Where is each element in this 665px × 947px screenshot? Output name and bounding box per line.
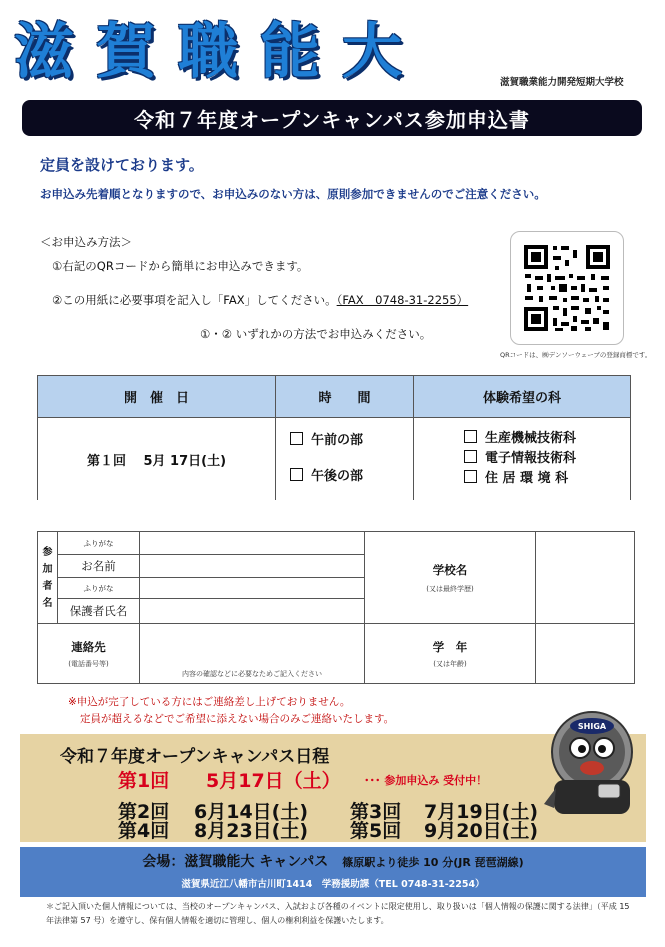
- venue-name: 会場：滋賀職能大 キャンパス: [142, 854, 329, 870]
- grade-sublabel: (又は年齢): [433, 659, 467, 668]
- guardian-label: 保護者氏名: [58, 599, 140, 624]
- schedule-item-label: 第4回: [118, 820, 170, 842]
- morning-checkbox[interactable]: [290, 432, 303, 445]
- course-checkbox[interactable]: [464, 470, 477, 483]
- course-option[interactable]: [464, 469, 629, 489]
- schedule-item-label: 第5回: [350, 820, 402, 842]
- furigana-field[interactable]: [140, 532, 365, 555]
- schedule-first-label: 第1回: [118, 770, 170, 792]
- contact-note: 内容の確認などに必要なためご記入ください: [182, 670, 322, 678]
- schedule-first-date: 5月17日（土）: [206, 770, 341, 792]
- method-fax: [52, 292, 468, 308]
- participant-label-char: 加: [42, 563, 53, 575]
- schedule-item-label: 第3回: [350, 801, 402, 823]
- participant-label-char: 者: [42, 580, 53, 592]
- morning-label: 午前の部: [311, 433, 364, 448]
- logo: 滋賀職能大: [14, 17, 424, 87]
- event-table-row: [38, 418, 631, 501]
- course-label: 住 居 環 境 科: [485, 471, 569, 486]
- schedule-title: 令和７年度オープンキャンパス日程: [60, 747, 330, 767]
- contact-sublabel: (電話番号等): [68, 659, 109, 668]
- course-option[interactable]: [464, 429, 629, 449]
- time-morning-option[interactable]: [290, 432, 412, 450]
- schedule-item-date: 9月20日(土): [424, 820, 539, 842]
- grade-field[interactable]: [536, 624, 635, 684]
- course-checkbox[interactable]: [464, 430, 477, 443]
- participant-label-char: 名: [42, 597, 53, 609]
- schedule-status: ･･･ 参加申込み 受付中！: [364, 774, 488, 787]
- first-come-notice: お申込み先着順となりますので、お申込みのない方は、原則参加できませんのでご注意ください。: [40, 187, 546, 201]
- furigana-label: ふりがな: [58, 532, 140, 555]
- qr-trademark-note: QRコードは、㈱デンソーウェーブの登録商標です。: [500, 351, 652, 359]
- mascot-icon: [540, 708, 640, 820]
- venue-line: [20, 851, 646, 871]
- participant-label: [38, 532, 58, 624]
- afternoon-label: 午後の部: [311, 469, 364, 484]
- guardian-furigana-label: ふりがな: [58, 578, 140, 599]
- course-label: 生産機械技術科: [485, 431, 577, 446]
- school-field[interactable]: [536, 532, 635, 624]
- schedule-item-label: 第2回: [118, 801, 170, 823]
- header-course: 体験希望の科: [414, 376, 631, 418]
- school-sublabel: (又は最終学歴): [426, 584, 474, 593]
- name-field[interactable]: [140, 555, 365, 578]
- contact-label: 連絡先: [71, 639, 106, 654]
- mascot-image: [540, 708, 640, 820]
- method-qr: ①右記のQRコードから簡単にお申込みできます。: [52, 259, 309, 273]
- venue-access: 篠原駅より徒歩 10 分(JR 琵琶湖線): [342, 856, 524, 869]
- capacity-notice: 定員を設けております。: [40, 156, 204, 174]
- school-label: 学校名: [432, 562, 468, 577]
- notice-line: 定員が超えるなどでご希望に添えない場合のみご連絡いたします。: [80, 713, 395, 725]
- qr-code-icon: [511, 232, 623, 344]
- contact-field[interactable]: [140, 624, 365, 684]
- time-options: [276, 418, 414, 501]
- method-heading: ＜お申込み方法＞: [40, 235, 132, 249]
- schedule-item-date: 8月23日(土): [194, 820, 309, 842]
- guardian-field[interactable]: [140, 599, 365, 624]
- event-date: 第１回 5月 17日(土): [38, 418, 276, 501]
- guardian-furigana-field[interactable]: [140, 578, 365, 599]
- grade-cell: [365, 624, 536, 684]
- qr-code[interactable]: [510, 231, 624, 345]
- method-fax-text: ②この用紙に必要事項を記入し「FAX」してください。: [52, 293, 337, 307]
- schedule-item-date: 7月19日(土): [424, 801, 539, 823]
- participant-label-char: 参: [42, 546, 53, 558]
- privacy-notice: ＊ご記入頂いた個人情報については、当校のオープンキャンパス、入試および各種のイベントに限定使用し、取り扱いは「個人情報の保護に関する法律」（平成 15 年法律第 57 号）を遵守し、保有個人情報を適切に管理し、個人の権利利益を保護いたします。: [46, 902, 630, 925]
- event-table-header: [38, 376, 631, 418]
- page-title: 令和７年度オープンキャンパス参加申込書: [22, 100, 642, 136]
- schedule-item-date: 6月14日(土): [194, 801, 309, 823]
- method-either: ①・② いずれかの方法でお申込みください。: [200, 327, 432, 341]
- contact-cell: [38, 624, 140, 684]
- grade-label: 学 年: [432, 639, 468, 654]
- course-options: [414, 418, 631, 501]
- time-afternoon-option[interactable]: [290, 468, 412, 486]
- fax-number[interactable]: （FAX 0748-31-2255）: [336, 293, 469, 307]
- course-option[interactable]: [464, 449, 629, 469]
- school-name: 滋賀職業能力開発短期大学校: [500, 77, 624, 88]
- school-cell: [365, 532, 536, 624]
- mascot-cap-text: SHIGA: [577, 722, 607, 731]
- afternoon-checkbox[interactable]: [290, 468, 303, 481]
- course-label: 電子情報技術科: [485, 451, 577, 466]
- notice-line: ※申込が完了している方にはご連絡差し上げておりません。: [68, 696, 351, 708]
- venue-address: 滋賀県近江八幡市古川町1414 学務援助課（TEL 0748-31-2254）: [181, 879, 485, 890]
- course-checkbox[interactable]: [464, 450, 477, 463]
- header-date: 開 催 日: [38, 376, 276, 418]
- name-label: お名前: [58, 555, 140, 578]
- header-time: 時 間: [276, 376, 414, 418]
- participant-form: [37, 531, 635, 684]
- event-table: [37, 375, 631, 500]
